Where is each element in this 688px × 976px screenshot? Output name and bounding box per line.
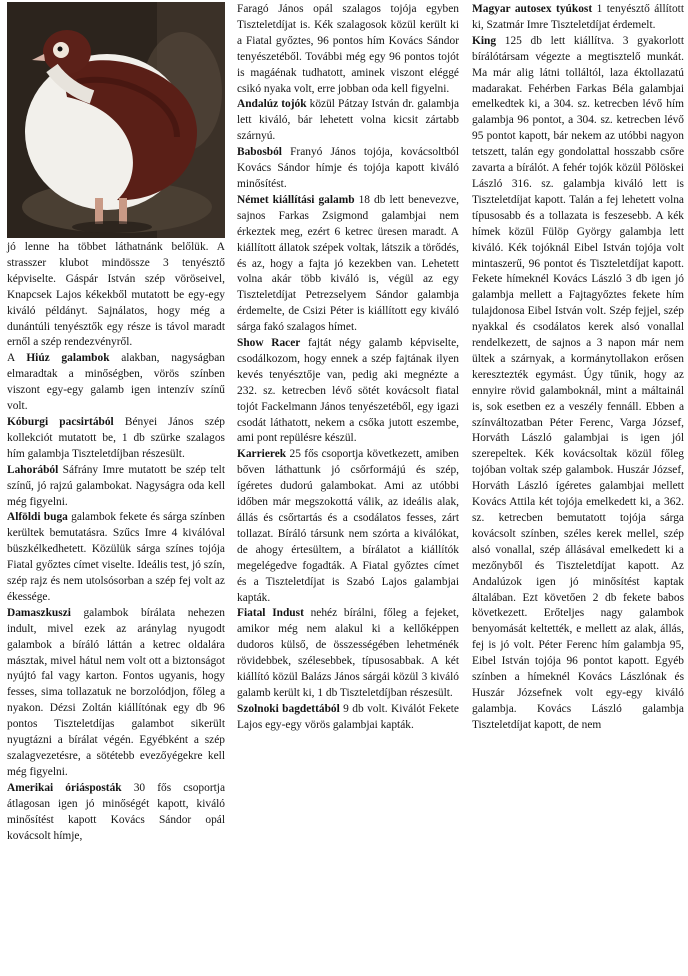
- pigeon-photo: [7, 2, 225, 238]
- breed-name: Babosból: [237, 146, 282, 159]
- article-paragraph: [237, 2, 459, 97]
- breed-name: Damaszkuszi: [7, 606, 71, 619]
- breed-name: Alföldi buga: [7, 511, 68, 524]
- breed-name: Magyar autosex tyúkost: [472, 3, 593, 15]
- paragraph-body: Franyó János tojója, kovácsoltból Kovács Sándor hímje és tojója kapott kiváló minősítést.: [237, 146, 459, 190]
- paragraph-body: galambok fekete és sárga színben kerültek bemutatásra. Szűcs Imre 4 kiválóval büszkélkedhetett. Közülük sárga színes tojója Fiatal győztes címet viselte. Ideális test, jó szín, szép rajz és nem utolsósorban a szép fej volt az ékessége.: [7, 511, 226, 603]
- article-paragraph: [7, 415, 225, 463]
- article-paragraph: [7, 781, 225, 845]
- article-paragraph: [472, 2, 684, 34]
- article-paragraph: [237, 606, 459, 701]
- paragraph-body: fajtát négy galamb képviselte, csodálkozom, hogy ennek a szép fajtának ilyen kevés tenyésztője van, pedig aki megnézte a 232. sz. ketrecben lévő sötét kovácsolt fiatal tojót Fackelmann János tenyészetéből, egy igazi csodát láthatott, nekem a csőka jutott eszembe, ami pont repülésre készül.: [237, 337, 459, 445]
- breed-name: King: [472, 34, 497, 47]
- breed-name: Andalúz tojók: [237, 98, 307, 111]
- paragraph-body: 18 db lett benevezve, sajnos Farkas Zsigmond galambjai nem érkeztek meg, ezért 6 ketrec üresen maradt. A kiállított állatok szépek voltak, látszik a törődés, és az, hogy a fajta jó kezekben van. Lehetett volna akár több kiváló is, végül az egy Tiszteletdíjat Petrezselyem Sándor galambja érdemelte, de Csizi Péter is kiállított egy kiváló sárga fakó szalagos hímet.: [237, 193, 459, 334]
- column-2: [237, 2, 459, 734]
- article-paragraph: [237, 447, 459, 606]
- paragraph-body: 9 db volt. Kiválót Fekete Lajos egy-egy vörös galambjai kapták.: [237, 702, 459, 731]
- paragraph-prefix: A: [7, 352, 27, 365]
- paragraph-body: 25 fős csoportja következett, amiben bőven láthattunk jó csőrformájú és szép, ígéretes dudorú galambokat. Ami az utóbbi időben már megszokottá válik, az ideális alak, állás és csőrtartás és a csodálatos fesses, zárt tollazat. Bíráló társunk nem szórta a kiválókat, de ahogy értesültem, a bírálatot a kiállítók megelégedve fogadták. A Fiatal győztes címet és a Tiszteletdíjat is Szabó Lajos galambjai kapták.: [237, 448, 459, 604]
- article-paragraph: [7, 351, 225, 415]
- article-paragraph: [237, 193, 459, 336]
- breed-name: Karrierek: [237, 448, 287, 461]
- article-paragraph: [237, 97, 459, 145]
- paragraph-body: 30 fős csoportja átlagosan igen jó minőségét kapott, kiváló minősítést kapott Kovács Sándor opál kovácsolt hímje,: [7, 781, 225, 842]
- breed-name: Lahorából: [7, 463, 59, 476]
- column-2-text: [237, 2, 459, 734]
- paragraph-body: Faragó János opál szalagos tojója egyben Tiszteletdíjat is. Kék szalagosok közül került ki a Fiatal győztes, 96 pontos hím Kovács Sándor tenyészetéből. További még egy 96 pontos tojót is magáénak tudhatott, aminek viszont eléggé csikó nyaka volt, erre jobban oda kell figyelni.: [237, 3, 459, 95]
- breed-name: Amerikai óriásposták: [7, 781, 122, 794]
- article-paragraph: [7, 606, 225, 781]
- breed-name: Német kiállítási galamb: [237, 193, 355, 206]
- column-3: [472, 2, 684, 734]
- article-paragraph: [7, 463, 225, 511]
- breed-name: Szolnoki bagdettából: [237, 702, 340, 715]
- paragraph-body: alakban, nagyságban elmaradtak a minőségben, vörös színben viszont egy-egy galamb igen intenzív színű volt.: [7, 352, 225, 413]
- breed-name: Fiatal Indust: [237, 607, 304, 620]
- article-paragraph: [237, 145, 459, 193]
- paragraph-body: galambok bírálata nehezen indult, mivel ezek az aránylag nyugodt galambok a bíráló láttán a ketrec oldalára másztak, mivel hátul nem volt ott a biztonságot nyújtó fal vagy karton. Fontos ugyanis, hogy fesses, sima tollazatuk ne borzolódjon, főleg a nyakon. Dézsi Zoltán kiállítónak egy db 96 pontos Tiszteletdíjas galambot sikerült nyugtázni a bírálat végén. Egyébként a szép szalagvezetésre, a sötétebb evezőyégekre kell még figyelni.: [7, 606, 225, 778]
- breed-name: Kóburgi pacsirtából: [7, 415, 114, 428]
- article-paragraph: [472, 34, 684, 734]
- column-3-text: [472, 2, 684, 734]
- column-1: [7, 2, 225, 844]
- article-paragraph: [7, 510, 225, 605]
- paragraph-body: nehéz bírálni, főleg a fejeket, amikor még nem alakul ki a kellőképpen dudoros külső, de összességében lehetménék rövidebbek, szélesebbek, típusosabbak. A két kiállító közül Balázs János sárgái közül 3 kiváló galamb került ki, 1 db Tiszteletdíjban részesült.: [237, 607, 459, 699]
- breed-name: Hiúz galambok: [26, 352, 110, 365]
- paragraph-body: jó lenne ha többet láthatnánk belőlük. A strasszer klubot mindössze 3 tenyésztő képviselte. Gáspár István szép vöröseivel, Knapcsek Lajos kékekből mutatott be egy-egy kiváló példányt. Sajnálatos, hogy még a dunántúli tenyésztők egy része is távol maradt ernől a szép rendezvényről.: [7, 241, 225, 349]
- paragraph-body: 1 tenyésztő állított ki, Szatmár Imre Tiszteletdíjat érdemelt.: [472, 3, 684, 31]
- paragraph-body: Bényei János szép kollekciót mutatott be, 1 db szürke szalagos hím galambja Tiszteletdíjban részesült.: [7, 415, 225, 460]
- pigeon-photo-icon: [7, 2, 225, 238]
- article-paragraph: [237, 336, 459, 447]
- breed-name: Show Racer: [237, 337, 301, 350]
- paragraph-body: közül Pátzay István dr. galambja lett kiváló, bár lehetett volna kicsit zártabb szárnyú.: [237, 98, 459, 143]
- column-1-text: [7, 240, 225, 844]
- article-paragraph: [237, 702, 459, 734]
- paragraph-body: 125 db lett kiállítva. 3 gyakorlott bírálótársam végezte a megtisztelő munkát. Ma már alig látni tolláltól, laza éktollazatú madarakat. Fehérben Farkas Béla galambjai emelkedtek ki, a 304. sz. ketrecben lévő hím galambja 96 pontot, a 304. sz. ketrecben lévő 95 pontot kapott, bár nekem az utóbbi nagyon tetszett, talán egy gondolattal hosszabb csőre zavarta a bírálót. A fehér tojók közül Pölöskei László 316. sz. galambja kiváló lett is Tiszteletdíjat kapott. Talán a fej lehetett volna típusosabb és a tollazata is feszesebb. A kék hímek közül Fülöp György galambja lett kiváló. Kék tojóknál Eibel István tojója volt mintaszerű, 96 pontot és Tiszteletdíjat kapott. Fekete hímeknél Kovács László 3 db igen jó galambja mellett a Fajtagyőztes fekete hím tulajdonosa Eibel István volt. Szép fejjel, szép nyakkal és csodálatos kerek alsó vonallal rendelkezett, de sajnos a 3 napon már nem ültek a szárnyak, a kormánytollakon erősen keresztezték egymást. Úgy tűnik, hogy az ennyire rövid galamboknál, mint a máltainál is, sok esetben ez a veszély fennáll. Ebben a színváltozatban Péter Ferenc, Varga József, Horváth László galambjai is igen jól szerepeltek. Kék kovácsoltak közül főleg tojóban voltak szép galambok. Huszár József, Horváth László ígéretes galambjai mellett Kovács Attila két tojója emelkedett ki, a 362. sz. ketrecben bemutatott tojója sárga kovácsolt színben, széles kerek mellel, szép alsó vonallal, szép állásával emelkedett ki a mezőnyből és Tiszteletdíjat kapott. Az Andalúzok igen jó minősítést kaptak általában. Ezt követően 2 db fekete babos következett. Erőteljes nagy galambok benyomását keltették, e mellett az alak, állás, fej is jó volt. Péter Ferenc hím galambja 95, Eibel István tojója 96 pontot kapott. Egyéb színben a hímeknél Kovács Lászlónak és Huszár Józsefnek volt egy-egy kiváló galambja. Kovács László galambja Tiszteletdíjat kapott, de nem: [472, 34, 684, 731]
- paragraph-body: Sáfrány Imre mutatott be szép telt színű, jó rajzú galambokat. Nagyságra oda kell még figyelni.: [7, 463, 225, 508]
- article-paragraph: [7, 240, 225, 351]
